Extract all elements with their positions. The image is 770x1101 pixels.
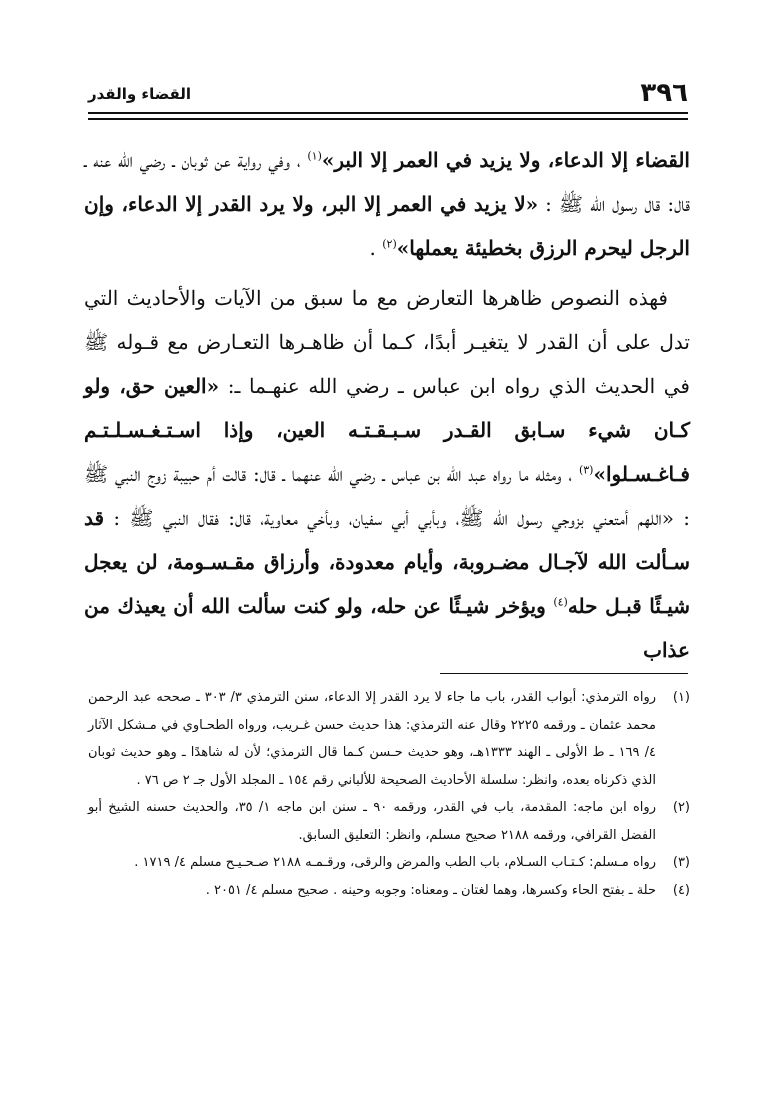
footnote (88, 849, 690, 877)
footnote-ref-4: (٤) (553, 595, 568, 609)
footnote-text: رواه ابن ماجه: المقدمة، باب في القدر، ورقمه ٩٠ ـ سنن ابن ماجه ١/ ٣٥، والحديث حسنه الشيخ أبو الفضل القرافي، ورقمه ٢١٨٨ صحيح مسلم، وانظر: التعليق السابق. (88, 800, 656, 843)
segment: ويؤخر شيـئًا عن حله، ولو كنت سألت الله أن يعيذك من عذاب (84, 594, 690, 662)
header-double-rule (88, 112, 688, 119)
segment: . (369, 236, 383, 260)
footnote-number: (١) (672, 690, 690, 705)
footnote-number: (٣) (672, 855, 690, 870)
segment: قد سـألت الله لآجـال مضـروبة، وأيام معدودة، وأرزاق مقـسـومة، لن يعجل شيـئًا قبـل حله (84, 506, 691, 618)
footnote-text: حلة ـ بفتح الحاء وكسرها، وهما لغتان ـ ومعناه: وجوبه وحينه . صحيح مسلم ٤/ ٢٠٥١ . (205, 882, 656, 898)
paragraph-1 (84, 138, 690, 270)
segment: فهذه النصوص ظاهرها التعارض مع ما سبق من الآيات والأحاديث التي تدل على أن القدر لا يتغيـر أبدًا، كـما أن ظاهـرها التعـارض مع قـوله ﷺ في الحديث الذي رواه ابن عباس ـ رضي الله عنهـما ـ: (84, 286, 690, 398)
header-thin-rule (88, 119, 688, 120)
footnote-ref-3: (٣) (578, 463, 594, 477)
segment: ، وفي رواية عن ثوبان ـ رضي الله عنه ـ قال: قال رسول الله ﷺ : (84, 148, 691, 216)
footnote-ref-1: (١) (307, 149, 322, 163)
page-header (88, 78, 688, 108)
footnote (88, 877, 690, 905)
footnotes (88, 684, 690, 904)
segment: «العين حق، ولو كـان شيء سـابق القـدر سـبـقـتـه العين، وإذا اسـتـغـسـلـتـم فـاغـسـلوا» (84, 374, 690, 486)
running-title: القضاء والقدر (88, 85, 192, 103)
paragraph-2 (84, 276, 690, 672)
footnote (88, 684, 690, 794)
footnote-text: رواه الترمذي: أبواب القدر، باب ما جاء لا يرد القدر إلا الدعاء، سنن الترمذي ٣/ ٣٠٣ ـ صححه عبد الرحمن محمد عثمان ـ ورقمه ٢٢٢٥ وقال عنه الترمذي: هذا حديث حسن غـريب، ورواه الطحـاوي في مـشكل الآثار ٤/ ١٦٩ ـ ط الأولى ـ الهند ١٣٣٣هـ، وهو حديث حـسن كـما قال الترمذي؛ لأن له شاهدًا ـ وهو حديث ثوبان الذي ذكرناه بعده، وانظر: سلسلة الأحاديث الصحيحة للألباني رقم ١٥٤ ـ المجلد الأول جـ ٢ ص ٧٦ . (88, 690, 657, 788)
footnote (88, 794, 690, 849)
segment: ، ومثله ما رواه عبد الله بن عباس ـ رضي الله عنهما ـ قال: قالت أم حبيبة زوج النبي ﷺ : «اللهم أمتعني بزوجي رسول الله ﷺ، وبأبي أبي سفيان، وبأخي معاوية، قال: فقال النبي ﷺ : (84, 462, 690, 530)
footnote-number: (٢) (672, 800, 690, 815)
footnote-text: رواه مـسلم: كـتـاب السـلام، باب الطب والمرض والرقى، ورقـمـه ٢١٨٨ صـحـيـح مسلم ٤/ ١٧١٩ . (134, 855, 656, 870)
page-number: ٣٩٦ (640, 78, 688, 108)
segment: القضاء إلا الدعاء، ولا يزيد في العمر إلا البر» (321, 148, 690, 172)
footnote-number: (٤) (672, 882, 690, 898)
segment: «لا يزيد في العمر إلا البر، ولا يرد القدر إلا الدعاء، وإن الرجل ليحرم الرزق بخطيئة يعملها» (84, 192, 690, 260)
footnote-separator (440, 673, 688, 674)
main-text (84, 138, 690, 672)
footnote-ref-2: (٢) (382, 237, 397, 251)
